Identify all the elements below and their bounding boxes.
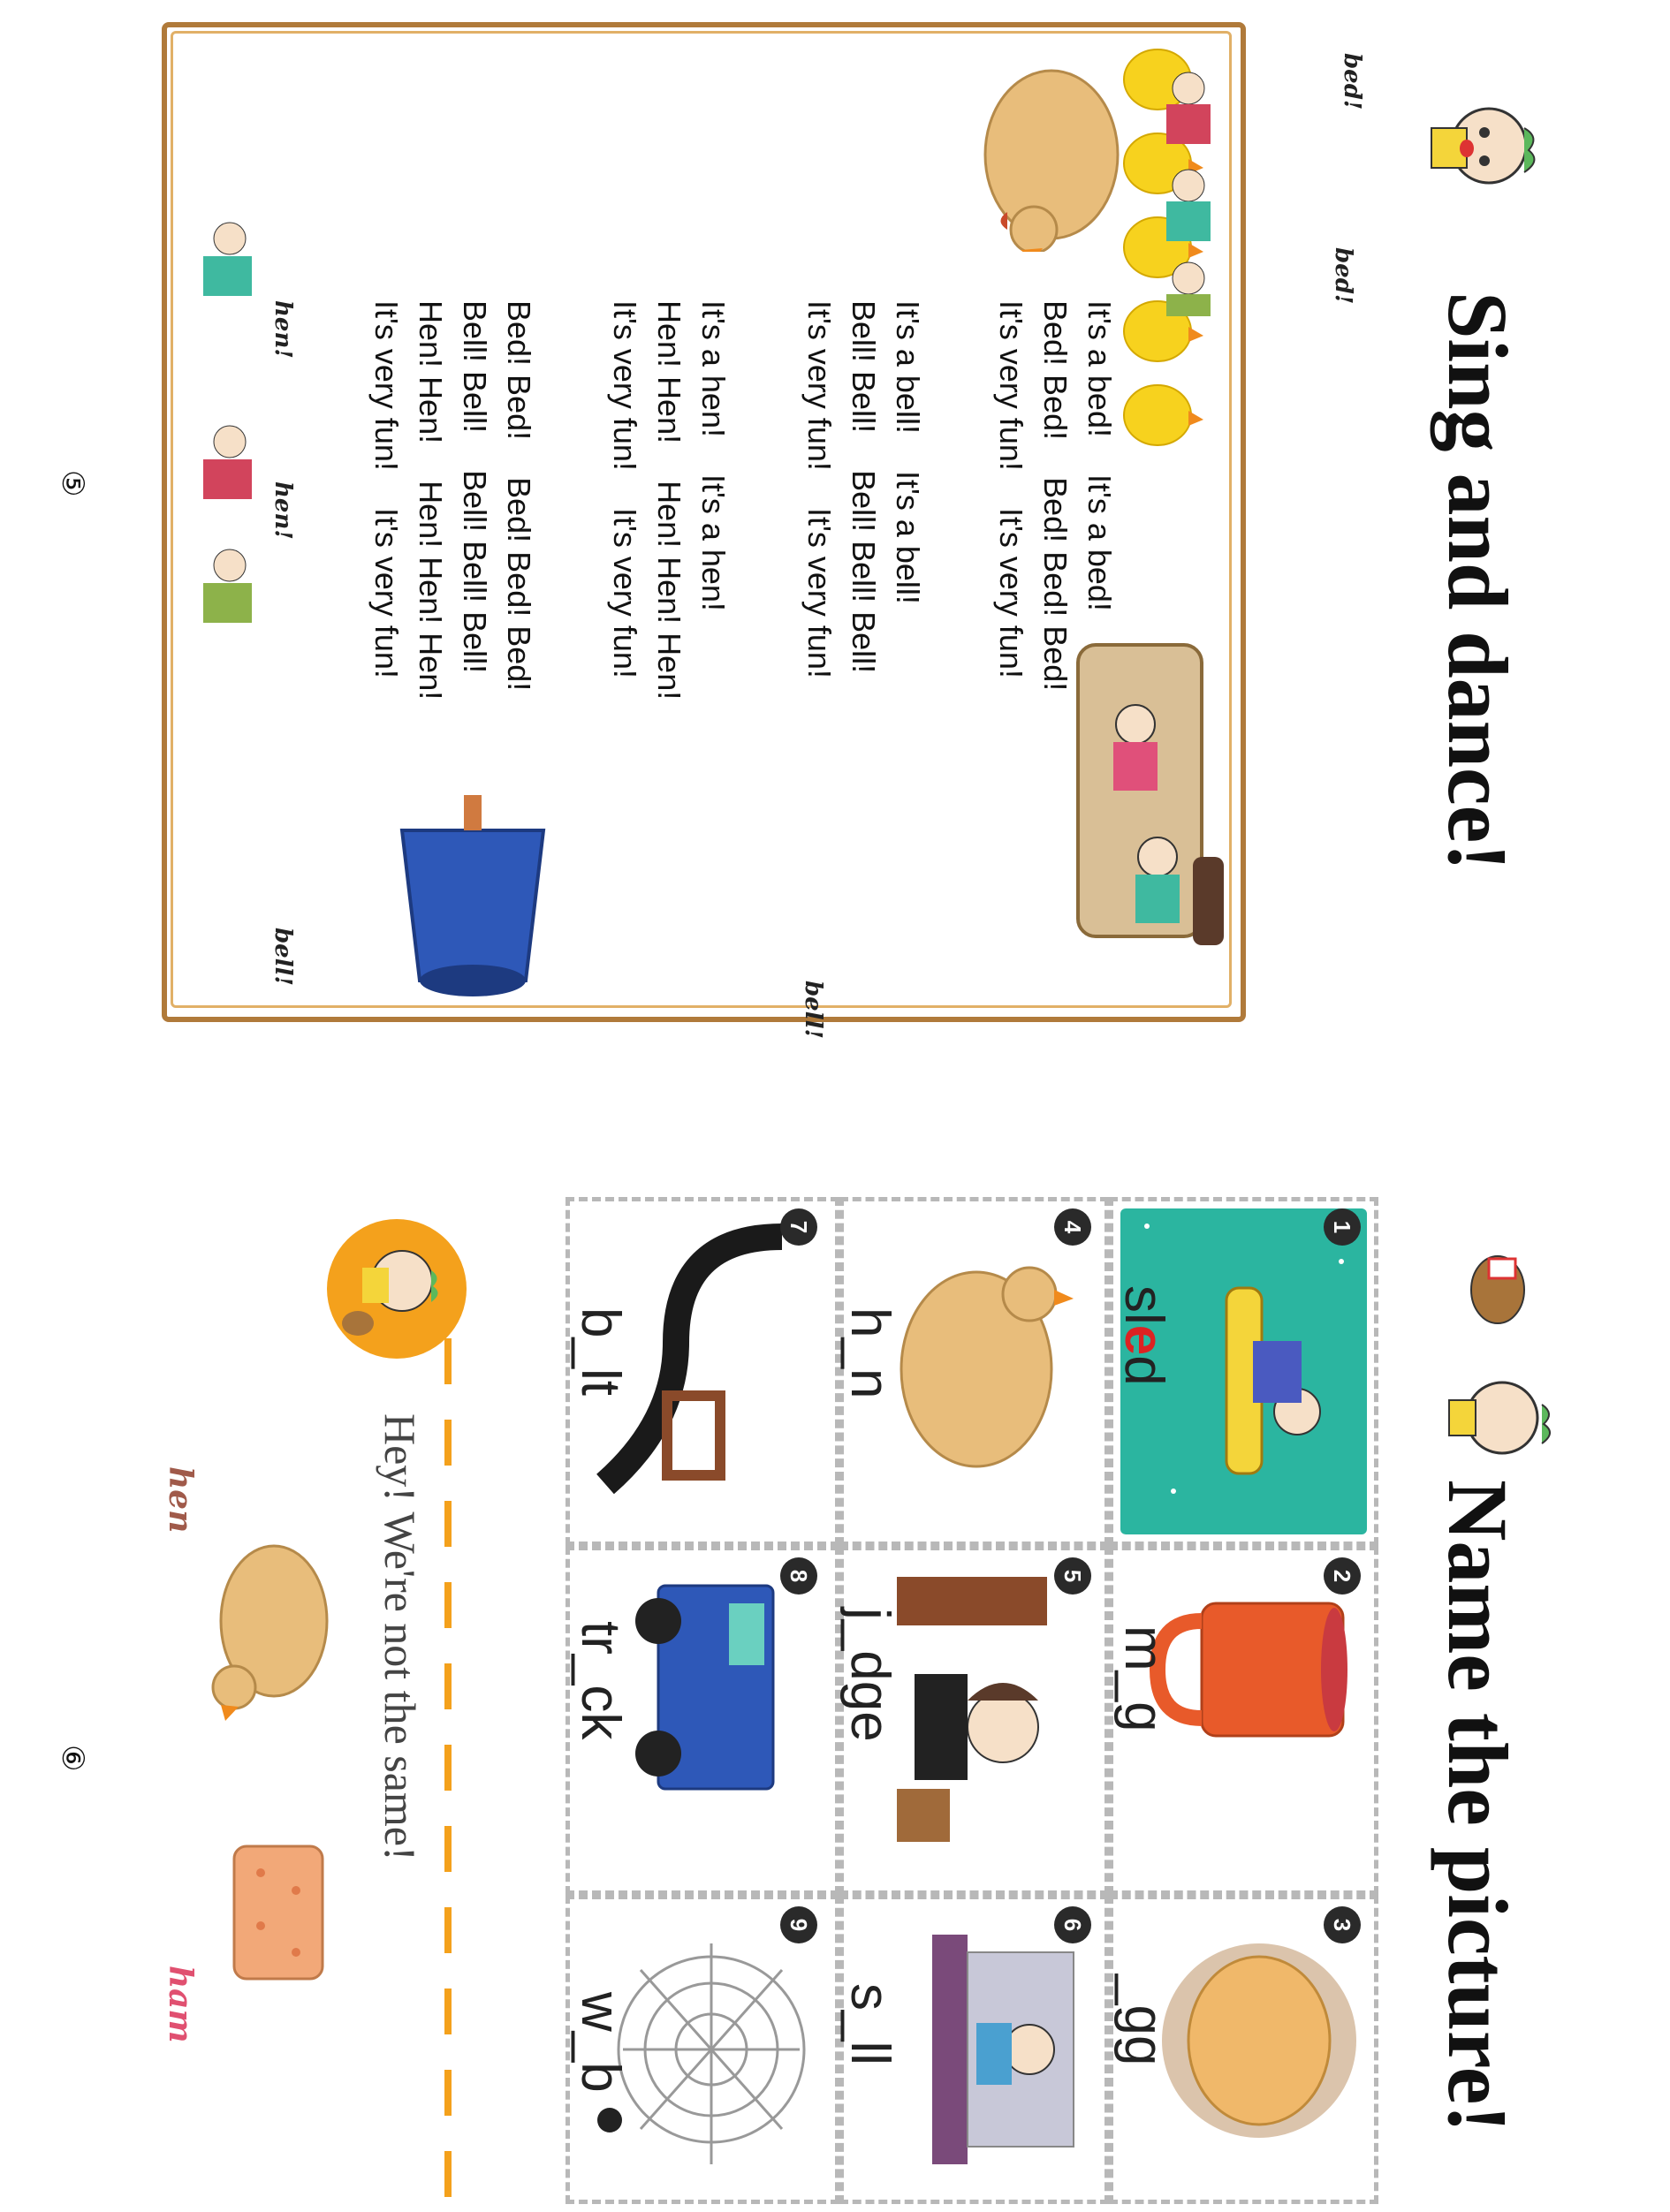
number-badge: 7 bbox=[780, 1208, 817, 1246]
kids-left-column-icon bbox=[177, 177, 283, 636]
spider-icon bbox=[597, 2108, 622, 2132]
song-line: It's a hen!It's a hen! bbox=[695, 300, 732, 611]
word-blank: _gg bbox=[1113, 1974, 1174, 2066]
song-line: It's very fun!It's very fun! bbox=[993, 300, 1029, 678]
page-number-5: ⑤ bbox=[56, 470, 89, 497]
number-badge: 5 bbox=[1054, 1557, 1091, 1595]
kids-column-icon bbox=[1149, 53, 1228, 318]
number-badge: 4 bbox=[1054, 1208, 1091, 1246]
song-line: Bell! Bell!Bell! Bell! Bell! bbox=[846, 300, 882, 674]
song-line: It's a bell!It's a bell! bbox=[890, 300, 926, 604]
label-bed-1: bed! bbox=[1339, 53, 1365, 110]
song-line: Bed! Bed!Bed! Bed! Bed! bbox=[501, 300, 537, 692]
song-line: Hen! Hen!Hen! Hen! Hen! bbox=[651, 300, 687, 701]
song-line: Bell! Bell!Bell! Bell! Bell! bbox=[457, 300, 493, 674]
bed-icon bbox=[1060, 636, 1228, 954]
song-line: Bed! Bed!Bed! Bed! Bed! bbox=[1037, 300, 1074, 692]
label-bed-2: bed! bbox=[1330, 247, 1356, 305]
word-answer-1: sled bbox=[1113, 1285, 1174, 1386]
word-blank: h_n bbox=[839, 1307, 900, 1399]
page-title-sing: Sing and dance! bbox=[1431, 292, 1525, 872]
hen-icon bbox=[199, 1519, 349, 1723]
page-title-name: Name the picture! bbox=[1431, 1480, 1525, 2133]
label-bell-2: bell! bbox=[269, 928, 296, 986]
hen-label: hen bbox=[162, 1466, 199, 1534]
word-blank: tr_ck bbox=[570, 1621, 631, 1740]
song-line: It's a bed!It's a bed! bbox=[1082, 300, 1118, 611]
label-bell-1: bell! bbox=[800, 981, 826, 1039]
song-line: It's very fun!It's very fun! bbox=[801, 300, 838, 678]
label-hen-1: hen! bbox=[269, 300, 296, 359]
word-blank: j_dge bbox=[839, 1608, 900, 1742]
ham-icon bbox=[199, 1820, 349, 2014]
dashed-divider bbox=[444, 1338, 452, 2204]
ham-label: ham bbox=[162, 1966, 199, 2043]
word-blank: w_b bbox=[570, 1992, 631, 2093]
number-badge: 1 bbox=[1324, 1208, 1361, 1246]
word-blank: b_lt bbox=[570, 1307, 631, 1396]
caption-not-same: Hey! We're not the same! bbox=[376, 1413, 425, 1861]
number-badge: 3 bbox=[1324, 1906, 1361, 1943]
word-blank: m_g bbox=[1113, 1625, 1174, 1732]
number-badge: 6 bbox=[1054, 1906, 1091, 1943]
singing-kid-icon bbox=[1414, 80, 1546, 212]
hen-icon bbox=[972, 40, 1122, 252]
song-line: It's very fun!It's very fun! bbox=[607, 300, 643, 678]
kid-and-dog-icon bbox=[1440, 1237, 1564, 1466]
song-line: It's very fun!It's very fun! bbox=[368, 300, 405, 678]
dog-icon bbox=[342, 1311, 374, 1336]
word-blank: s_ll bbox=[839, 1983, 900, 2066]
number-badge: 8 bbox=[780, 1557, 817, 1595]
page-number-6: ⑥ bbox=[56, 1745, 89, 1772]
number-badge: 9 bbox=[780, 1906, 817, 1943]
label-hen-2: hen! bbox=[269, 481, 296, 540]
number-badge: 2 bbox=[1324, 1557, 1361, 1595]
bell-icon bbox=[384, 795, 561, 998]
song-line: Hen! Hen!Hen! Hen! Hen! bbox=[413, 300, 449, 701]
